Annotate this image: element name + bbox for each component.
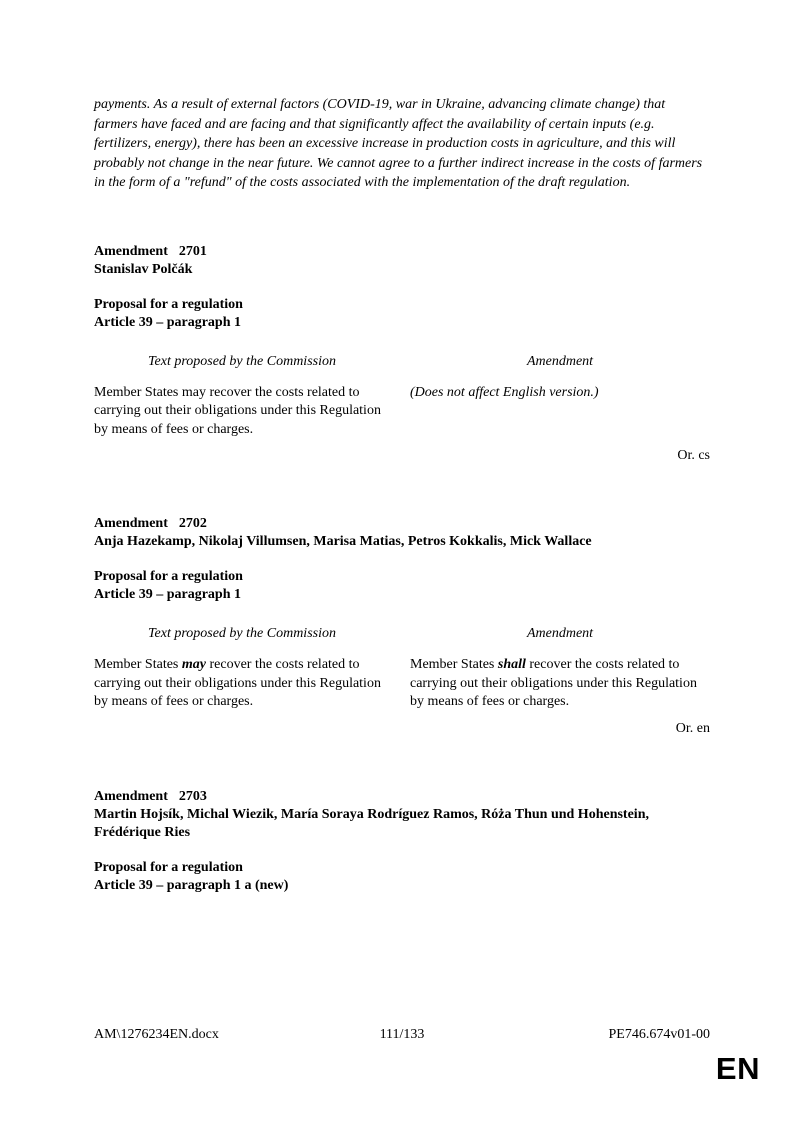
amendment-title-line bbox=[94, 243, 710, 261]
amendment-label: Amendment bbox=[94, 243, 168, 259]
proposal-reference bbox=[94, 859, 710, 895]
amendment-number: 2701 bbox=[178, 243, 207, 259]
commission-text-header: Text proposed by the Commission bbox=[148, 626, 336, 641]
proposal-article-line: Article 39 – paragraph 1 bbox=[94, 314, 241, 330]
amendment-label: Amendment bbox=[94, 516, 168, 531]
amendment-text-cell: (Does not affect English version.) bbox=[410, 384, 599, 400]
amendment-text-header: Amendment bbox=[526, 626, 594, 641]
amendment-2702-section bbox=[94, 515, 710, 738]
amendment-heading bbox=[94, 515, 710, 551]
footer-filename: AM\1276234EN.docx bbox=[94, 1027, 219, 1042]
amendment-title-line bbox=[94, 515, 710, 533]
language-mark: EN bbox=[715, 1051, 760, 1086]
proposal-article-line: Article 39 – paragraph 1 a (new) bbox=[94, 877, 289, 893]
proposal-article-line: Article 39 – paragraph 1 bbox=[94, 587, 241, 602]
comparison-column-headers bbox=[94, 353, 710, 371]
proposal-type-line: Proposal for a regulation bbox=[94, 296, 243, 312]
proposal-type-line: Proposal for a regulation bbox=[94, 569, 243, 584]
comparison-columns bbox=[94, 656, 710, 712]
amendment-label: Amendment bbox=[94, 788, 168, 804]
justification-continuation-paragraph: payments. As a result of external factors (COVID-19, war in Ukraine, advancing climate change) that farmers have faced and are facing and that significantly affect the availability of certain inputs (e.g. fertilizers, energy), there has been an excessive increase in production costs in agriculture, and this will probably not change in the near future. We cannot agree to a further indirect increase in the costs of farmers in the form of a "refund" of the costs associated with the implementation of the draft regulation. bbox=[94, 97, 703, 190]
proposal-reference bbox=[94, 296, 710, 332]
amendment-authors: Stanislav Polčák bbox=[94, 261, 193, 277]
comparison-columns bbox=[94, 384, 710, 440]
original-language-note: Or. en bbox=[675, 720, 710, 736]
amendment-2703-section bbox=[94, 788, 710, 895]
commission-text-cell: Member States may recover the costs related to carrying out their obligations under this Regulation by means of fees or charges. bbox=[94, 384, 381, 437]
comparison-column-headers bbox=[94, 625, 710, 643]
amendment-number: 2703 bbox=[178, 788, 207, 804]
amendment-authors: Anja Hazekamp, Nikolaj Villumsen, Marisa Matias, Petros Kokkalis, Mick Wallace bbox=[94, 534, 592, 549]
amendment-authors: Martin Hojsík, Michal Wiezik, María Soraya Rodríguez Ramos, Róża Thun und Hohenstein, Frédérique Ries bbox=[94, 806, 649, 840]
footer-document-reference: PE746.674v01-00 bbox=[608, 1027, 710, 1042]
commission-text-cell: Member States may recover the costs related to carrying out their obligations under this Regulation by means of fees or charges. bbox=[94, 657, 381, 709]
page-footer bbox=[94, 1026, 710, 1044]
footer-page-number: 111/133 bbox=[379, 1027, 425, 1042]
amendment-number: 2702 bbox=[178, 516, 207, 531]
amendment-title-line bbox=[94, 788, 710, 806]
amendment-2701-section bbox=[94, 243, 710, 466]
amendment-text-cell: Member States shall recover the costs related to carrying out their obligations under this Regulation by means of fees or charges. bbox=[410, 657, 697, 709]
original-language-note: Or. cs bbox=[677, 448, 710, 463]
commission-text-header: Text proposed by the Commission bbox=[148, 353, 336, 369]
amendment-heading bbox=[94, 243, 710, 279]
amendment-heading bbox=[94, 788, 710, 842]
proposal-reference bbox=[94, 568, 710, 604]
proposal-type-line: Proposal for a regulation bbox=[94, 859, 243, 875]
amendment-text-header: Amendment bbox=[526, 353, 594, 369]
